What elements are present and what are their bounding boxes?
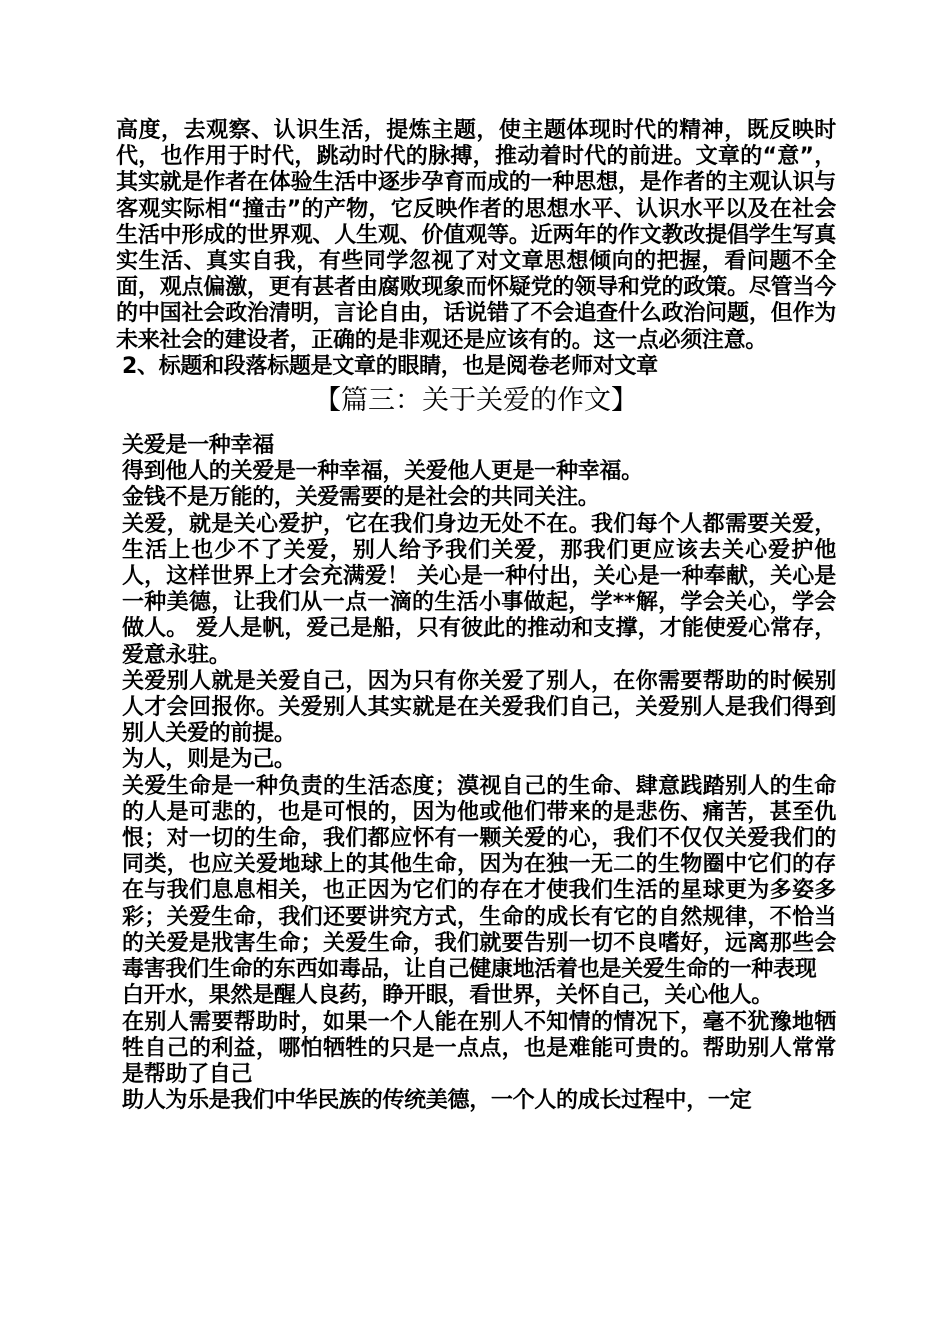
essay-paragraph: 得到他人的关爱是一种幸福，关爱他人更是一种幸福。 [122, 459, 643, 485]
essay-paragraph: 在别人需要帮助时，如果一个人能在别人不知情的情况下，毫不犹豫地牺牲自己的利益，哪怕牺牲的只是一点点，也是难能可贵的。帮助别人常常是帮助了自己 [122, 1009, 836, 1087]
essay-paragraph: 金钱不是万能的，关爱需要的是社会的共同关注。 [122, 485, 600, 511]
essay-paragraph: 为人，则是为己。 [122, 747, 296, 773]
essay-paragraph: 关爱，就是关心爱护，它在我们身边无处不在。我们每个人都需要关爱，生活上也少不了关爱，别人给予我们关爱，那我们更应该去关心爱护他人，这样世界上才会充满爱！ 关心是一种付出，关心是一种奉献，关心是一种美德，让我们从一点一滴的生活小事做起，学**解，学会关心，学会做人。 爱人是帆，爱己是船，只有彼此的推动和支撑，才能使爱心常存，爱意永驻。 [122, 511, 836, 668]
section-title: 【篇三：关于关爱的作文】 [314, 385, 638, 417]
intro-paragraph: 高度，去观察、认识生活，提炼主题，使主题体现时代的精神，既反映时代，也作用于时代，跳动时代的脉搏，推动着时代的前进。文章的“意”，其实就是作者在体验生活中逐步孕育而成的一种思想，是作者的主观认识与客观实际相“撞击”的产物，它反映作者的思想水平、认识水平以及在社会生活中形成的世界观、人生观、价值观等。近两年的作文教改提倡学生写真实生活、真实自我，有些同学忽视了对文章思想倾向的把握，看问题不全面，观点偏激，更有甚者由腐败现象而怀疑党的领导和党的政策。尽管当今的中国社会政治清明，言论自由，话说错了不会追查什么政治问题，但作为未来社会的建设者，正确的是非观还是应该有的。这一点必须注意。 [116, 118, 836, 353]
essay-heading: 关爱是一种幸福 [122, 433, 274, 459]
essay-body [116, 433, 836, 1114]
document-page [116, 118, 836, 1114]
essay-paragraph: 白开水，果然是醒人良药，睁开眼，看世界，关怀自己，关心他人。 [122, 983, 774, 1009]
essay-paragraph: 关爱生命是一种负责的生活态度；漠视自己的生命、肆意践踏别人的生命的人是可悲的，也是可恨的，因为他或他们带来的是悲伤、痛苦，甚至仇恨；对一切的生命，我们都应怀有一颗关爱的心，我们不仅仅关爱我们的同类，也应关爱地球上的其他生命，因为在独一无二的生物圈中它们的存在与我们息息相关，也正因为它们的存在才使我们生活的星球更为多姿多彩；关爱生命，我们还要讲究方式，生命的成长有它的自然规律，不恰当的关爱是戕害生命；关爱生命，我们就要告别一切不良嗜好，远离那些会毒害我们生命的东西如毒品，让自己健康地活着也是关爱生命的一种表现 [122, 773, 836, 983]
essay-paragraph: 助人为乐是我们中华民族的传统美德，一个人的成长过程中，一定 [122, 1088, 752, 1114]
essay-paragraph: 关爱别人就是关爱自己，因为只有你关爱了别人，在你需要帮助的时候别人才会回报你。关爱别人其实就是在关爱我们自己，关爱别人是我们得到别人关爱的前提。 [122, 668, 836, 747]
point-2-line: 2、标题和段落标题是文章的眼睛，也是阅卷老师对文章 [122, 353, 658, 379]
